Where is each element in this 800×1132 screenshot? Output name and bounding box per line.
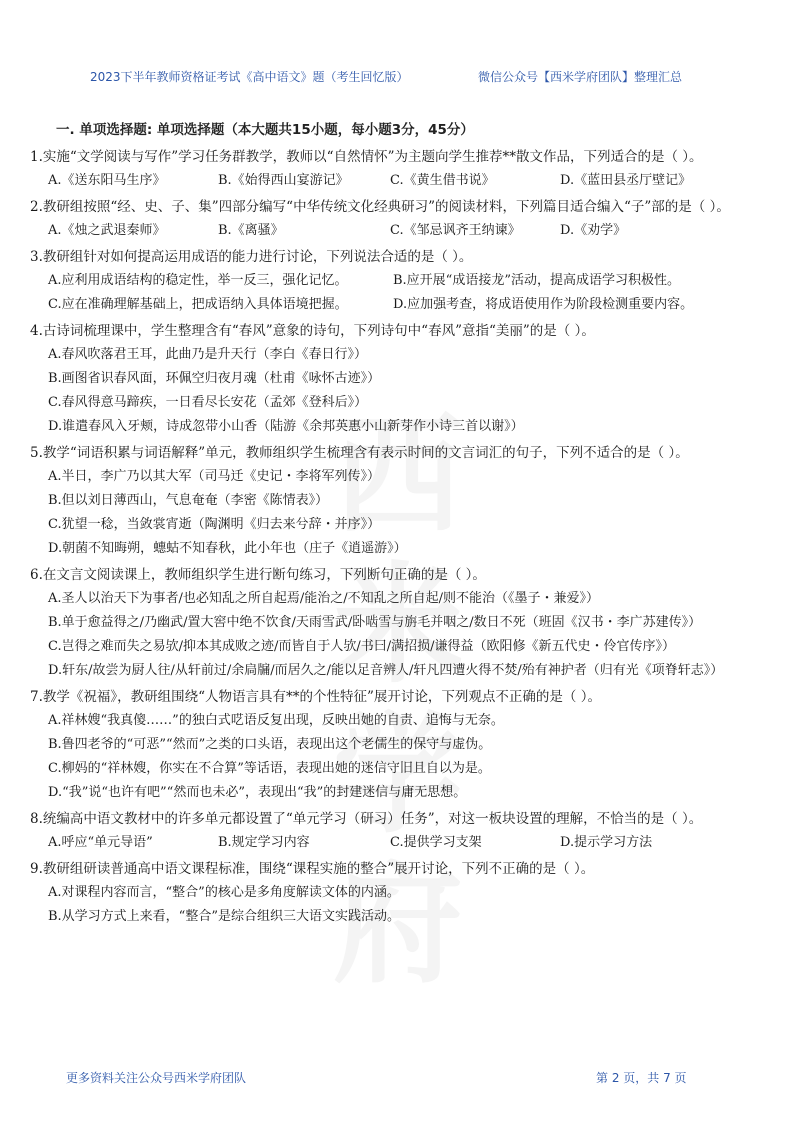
option-b: B.应开展“成语接龙”活动，提高成语学习积极性。 — [393, 273, 680, 288]
option-b: B.规定学习内容 — [218, 835, 310, 850]
footer-promo: 更多资料关注公众号西米学府团队 — [66, 1071, 247, 1085]
question-stem: 5.教学“词语积累与词语解释”单元，教师组织学生梳理含有表示时间的文言词汇的句子，下列不适合的是（ ）。 — [30, 445, 689, 461]
header-exam-title: 2023下半年教师资格证考试《高中语文》题（考生回忆版） — [90, 70, 409, 84]
question-stem: 7.教学《祝福》，教研组围绕“人物语言具有**的个性特征”展开讨论，下列观点不正确的是（ ）。 — [30, 689, 601, 705]
question-4 — [30, 319, 775, 439]
question-stem: 9.教研组研读普通高中语文课程标准，围绕“课程实施的整合”展开讨论，下列不正确的是（ ）。 — [30, 861, 595, 877]
option-list — [30, 831, 775, 855]
section-title: 一. 单项选择题: 单项选择题（本大题共15小题，每小题3分，45分） — [56, 122, 474, 138]
option-a: A.春风吹落君王耳，此曲乃是升天行（李白《春日行》） — [48, 347, 368, 362]
page-footer — [0, 1069, 800, 1089]
option-c: C.柳妈的“祥林嫂，你实在不合算”等话语，表现出她的迷信守旧且自以为是。 — [48, 761, 491, 776]
question-2 — [30, 195, 775, 243]
option-d: D.《劝学》 — [560, 223, 627, 238]
option-list — [30, 465, 775, 561]
option-list — [30, 343, 775, 439]
option-list — [30, 881, 775, 929]
option-c: C.犹望一稔，当敛裳宵逝（陶渊明《归去来兮辞・并序》） — [48, 517, 381, 532]
option-b: B.画图省识春风面，环佩空归夜月魂（杜甫《咏怀古迹》） — [48, 371, 381, 386]
option-b: B.《离骚》 — [218, 223, 284, 238]
page-number: 第 2 页，共 7 页 — [596, 1071, 687, 1085]
option-d: D.轩东/故尝为厨人往/从轩前过/余扃牖/而居久之/能以足音辨人/轩凡四遭火得不焚/殆有神护者（归有光《项脊轩志》） — [48, 663, 724, 678]
option-a: A.《烛之武退秦师》 — [48, 223, 166, 238]
option-a: A.应利用成语结构的稳定性，举一反三，强化记忆。 — [48, 273, 348, 288]
question-5 — [30, 441, 775, 561]
option-d: D.《蓝田县丞厅壁记》 — [560, 173, 692, 188]
option-a: A.《送东阳马生序》 — [48, 173, 166, 188]
question-3 — [30, 245, 775, 317]
question-1 — [30, 145, 775, 193]
option-a: A.半日，李广乃以其大军（司马迁《史记・李将军列传》） — [48, 469, 381, 484]
option-b: B.单于愈益得之/乃幽武/置大窖中绝不饮食/天雨雪武/卧啮雪与旃毛并咽之/数日不死（班固《汉书・李广苏建传》） — [48, 615, 702, 630]
header-source: 微信公众号【西米学府团队】整理汇总 — [478, 70, 683, 84]
page-header — [0, 68, 800, 88]
option-c: C.春风得意马蹄疾，一日看尽长安花（孟郊《登科后》） — [48, 395, 368, 410]
option-a: A.圣人以治天下为事者/也必知乱之所自起焉/能治之/不知乱之所自起/则不能治（《墨子・兼爱》） — [48, 591, 600, 606]
question-content — [30, 120, 775, 929]
option-b: B.从学习方式上来看，“整合”是综合组织三大语文实践活动。 — [48, 909, 400, 924]
option-d: D.谁遣春风入牙颊，诗成忽带小山香（陆游《余邦英惠小山新芽作小诗三首以谢》） — [48, 419, 524, 434]
option-a: A.对课程内容而言，“整合”的核心是多角度解读文体的内涵。 — [48, 885, 400, 900]
option-c: C.《邹忌讽齐王纳谏》 — [390, 223, 521, 238]
question-stem: 2.教研组按照“经、史、子、集”四部分编写“中华传统文化经典研习”的阅读材料，下列篇目适合编入“子”部的是（ ）。 — [30, 199, 730, 215]
option-list — [30, 269, 775, 317]
question-6 — [30, 563, 775, 683]
option-c: C.《黄生借书说》 — [390, 173, 495, 188]
question-9 — [30, 857, 775, 929]
option-d: D.应加强考查，将成语使用作为阶段检测重要内容。 — [393, 297, 694, 312]
option-c: C.岂得之难而失之易欤/抑本其成败之迹/而皆自于人欤/书曰/满招损/谦得益（欧阳修《新五代史・伶官传序》） — [48, 639, 676, 654]
option-d: D.“我”说“也许有吧”“然而也未必”，表现出“我”的封建迷信与庸无思想。 — [48, 785, 467, 800]
option-d: D.提示学习方法 — [560, 835, 653, 850]
question-stem: 4.古诗词梳理课中，学生整理含有“春风”意象的诗句，下列诗句中“春风”意指“美丽”的是（ ）。 — [30, 323, 595, 339]
question-stem: 6.在文言文阅读课上，教师组织学生进行断句练习，下列断句正确的是（ ）。 — [30, 567, 486, 583]
question-stem: 8.统编高中语文教材中的许多单元都设置了“单元学习（研习）任务”，对这一板块设置的理解，不恰当的是（ ）。 — [30, 811, 703, 827]
option-list — [30, 587, 775, 683]
option-a: A.呼应“单元导语” — [48, 835, 153, 850]
option-b: B.鲁四老爷的“可恶”“然而”之类的口头语，表现出这个老儒生的保守与虚伪。 — [48, 737, 492, 752]
question-stem: 1.实施“文学阅读与写作”学习任务群教学，教师以“自然情怀”为主题向学生推荐**散文作品，下列适合的是（ ）。 — [30, 149, 703, 165]
option-a: A.祥林嫂“我真傻……”的独白式呓语反复出现，反映出她的自责、追悔与无奈。 — [48, 713, 504, 728]
option-c: C.提供学习支架 — [390, 835, 482, 850]
option-c: C.应在准确理解基础上，把成语纳入具体语境把握。 — [48, 297, 348, 312]
question-7 — [30, 685, 775, 805]
option-b: B.但以刘日薄西山，气息奄奄（李密《陈情表》） — [48, 493, 329, 508]
option-b: B.《始得西山宴游记》 — [218, 173, 349, 188]
option-list — [30, 219, 775, 243]
option-list — [30, 709, 775, 805]
option-list — [30, 169, 775, 193]
option-d: D.朝菌不知晦朔，蟪蛄不知春秋，此小年也（庄子《逍遥游》） — [48, 541, 407, 556]
question-8 — [30, 807, 775, 855]
question-stem: 3.教研组针对如何提高运用成语的能力进行讨论，下列说法合适的是（ ）。 — [30, 249, 473, 265]
